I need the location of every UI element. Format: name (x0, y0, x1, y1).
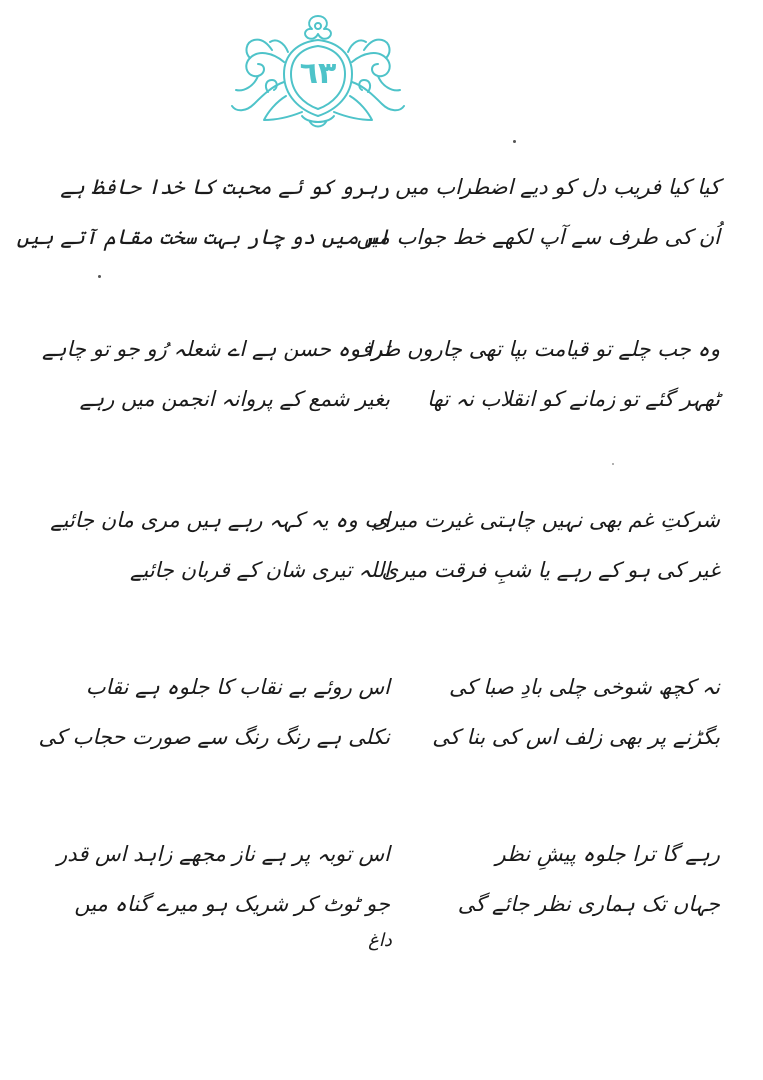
couplet-5-left-line-2: جو ٹوٹ کر شریک ہو میرے گناہ میں (74, 892, 390, 916)
couplet-3-left-line-1: اب وہ یہ کہہ رہے ہیں مری مان جائیے (50, 508, 390, 532)
couplet-4-right-line-1: نہ کچھ شوخی چلی بادِ صبا کی (448, 675, 720, 699)
couplet-1-left-line-1: رہرو کو ئے محبت کا خدا حافظ ہے (60, 175, 390, 199)
ink-speck (98, 275, 101, 278)
couplet-2-right-line-2: ٹھہر گئے تو زمانے کو انقلاب نہ تھا (427, 387, 720, 411)
couplet-2-right-line-1: وہ جب چلے تو قیامت بپا تھی چاروں طرف (350, 337, 720, 361)
couplet-4-left-line-2: نکلی ہے رنگ رنگ سے صورت حجاب کی (38, 725, 390, 749)
couplet-3-left-line-2: اللہ تیری شان کے قربان جائیے (130, 558, 390, 582)
couplet-5-right-line-1: رہے گا ترا جلوہ پیشِ نظر (495, 842, 720, 866)
couplet-2-left-line-1: ترا وہ حسن ہے اے شعلہ رُو جو تو چاہے (41, 337, 390, 361)
couplet-5-left-line-1: اس توبہ پر ہے ناز مجھے زاہد اس قدر (57, 842, 390, 866)
couplet-3-right-line-2: غیر کی ہو کے رہے یا شبِ فرقت میری (381, 558, 720, 582)
couplet-2 (41, 337, 720, 417)
couplet-5 (57, 842, 720, 922)
poet-signature: داغ (368, 930, 392, 951)
couplet-1-right-line-1: کیا کیا فریب دل کو دیے اضطراب میں (395, 175, 720, 199)
couplet-4 (38, 675, 720, 755)
couplet-3 (50, 508, 720, 588)
couplet-2-left-line-2: بغیر شمع کے پروانہ انجمن میں رہے (79, 387, 390, 411)
ink-speck (513, 140, 516, 143)
couplet-4-left-line-1: اس روئے بے نقاب کا جلوہ ہے نقاب (85, 675, 390, 699)
page-number: ٦٣ (299, 56, 337, 91)
couplet-1-right-line-2: اُن کی طرف سے آپ لکھے خط جواب میں (356, 225, 720, 249)
couplet-3-right-line-1: شرکتِ غم بھی نہیں چاہتی غیرت میری (371, 508, 720, 532)
couplet-4-right-line-2: بگڑنے پر بھی زلف اس کی بنا کی (432, 725, 720, 749)
ink-speck (612, 463, 614, 465)
couplet-5-right-line-2: جہاں تک ہماری نظر جائے گی (457, 892, 720, 916)
couplet-1 (16, 175, 720, 255)
page-number-emblem (228, 12, 408, 130)
couplet-1-left-line-2: اس میں دو چار بہت سخت مقام آتے ہیں (16, 225, 390, 249)
